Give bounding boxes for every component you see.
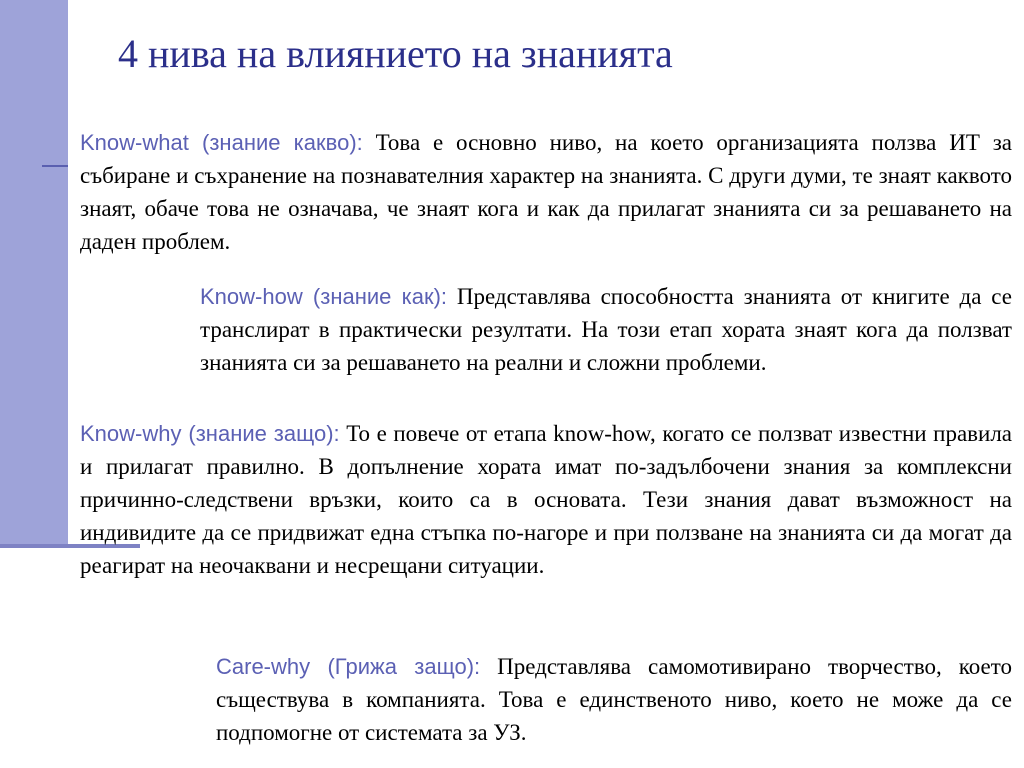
text-care-why: Представлява самомотивирано творчество, което съществува в компанията. Това е единственото ниво, което не може да се подпомогне от системата за УЗ. [216, 654, 1012, 745]
paragraph-know-how [200, 280, 1012, 379]
paragraph-know-why [80, 417, 1012, 582]
slide-title: 4 нива на влиянието на знанията [118, 31, 673, 76]
paragraph-care-why [216, 650, 1012, 749]
paragraph-know-what [80, 126, 1012, 258]
text-know-what: Това е основно ниво, на което организацията ползва ИТ за събиране и съхранение на познавателния характер на знанията. С други думи, те знаят каквото знаят, обаче това не означава, че знаят кога и как да прилагат знанията си за решаването на даден проблем. [80, 130, 1012, 254]
decorative-tick-mark [42, 165, 68, 167]
label-know-what: Know-what (знание какво): [80, 130, 363, 155]
label-know-why: Know-why (знание защо): [80, 421, 340, 446]
label-know-how: Know-how (знание как): [200, 284, 448, 309]
text-know-how: Представлява способността знанията от книгите да се транслират в практически резултати. На този етап хората знаят кога да ползват знанията си за решаването на реални и сложни проблеми. [200, 284, 1013, 375]
label-care-why: Care-why (Грижа защо): [216, 654, 481, 679]
decorative-side-bar [0, 0, 68, 546]
text-know-why: То е повече от етапа know-how, когато се ползват известни правила и прилагат правилно. В допълнение хората имат по-задълбочени знания за комплексни причинно-следствени връзки, които са в основата. Тези знания дават възможност на индивидите да се придвижат една стъпка по-нагоре и при ползване на знанията си да могат да реагират на неочаквани и несрещани ситуации. [80, 421, 1013, 578]
